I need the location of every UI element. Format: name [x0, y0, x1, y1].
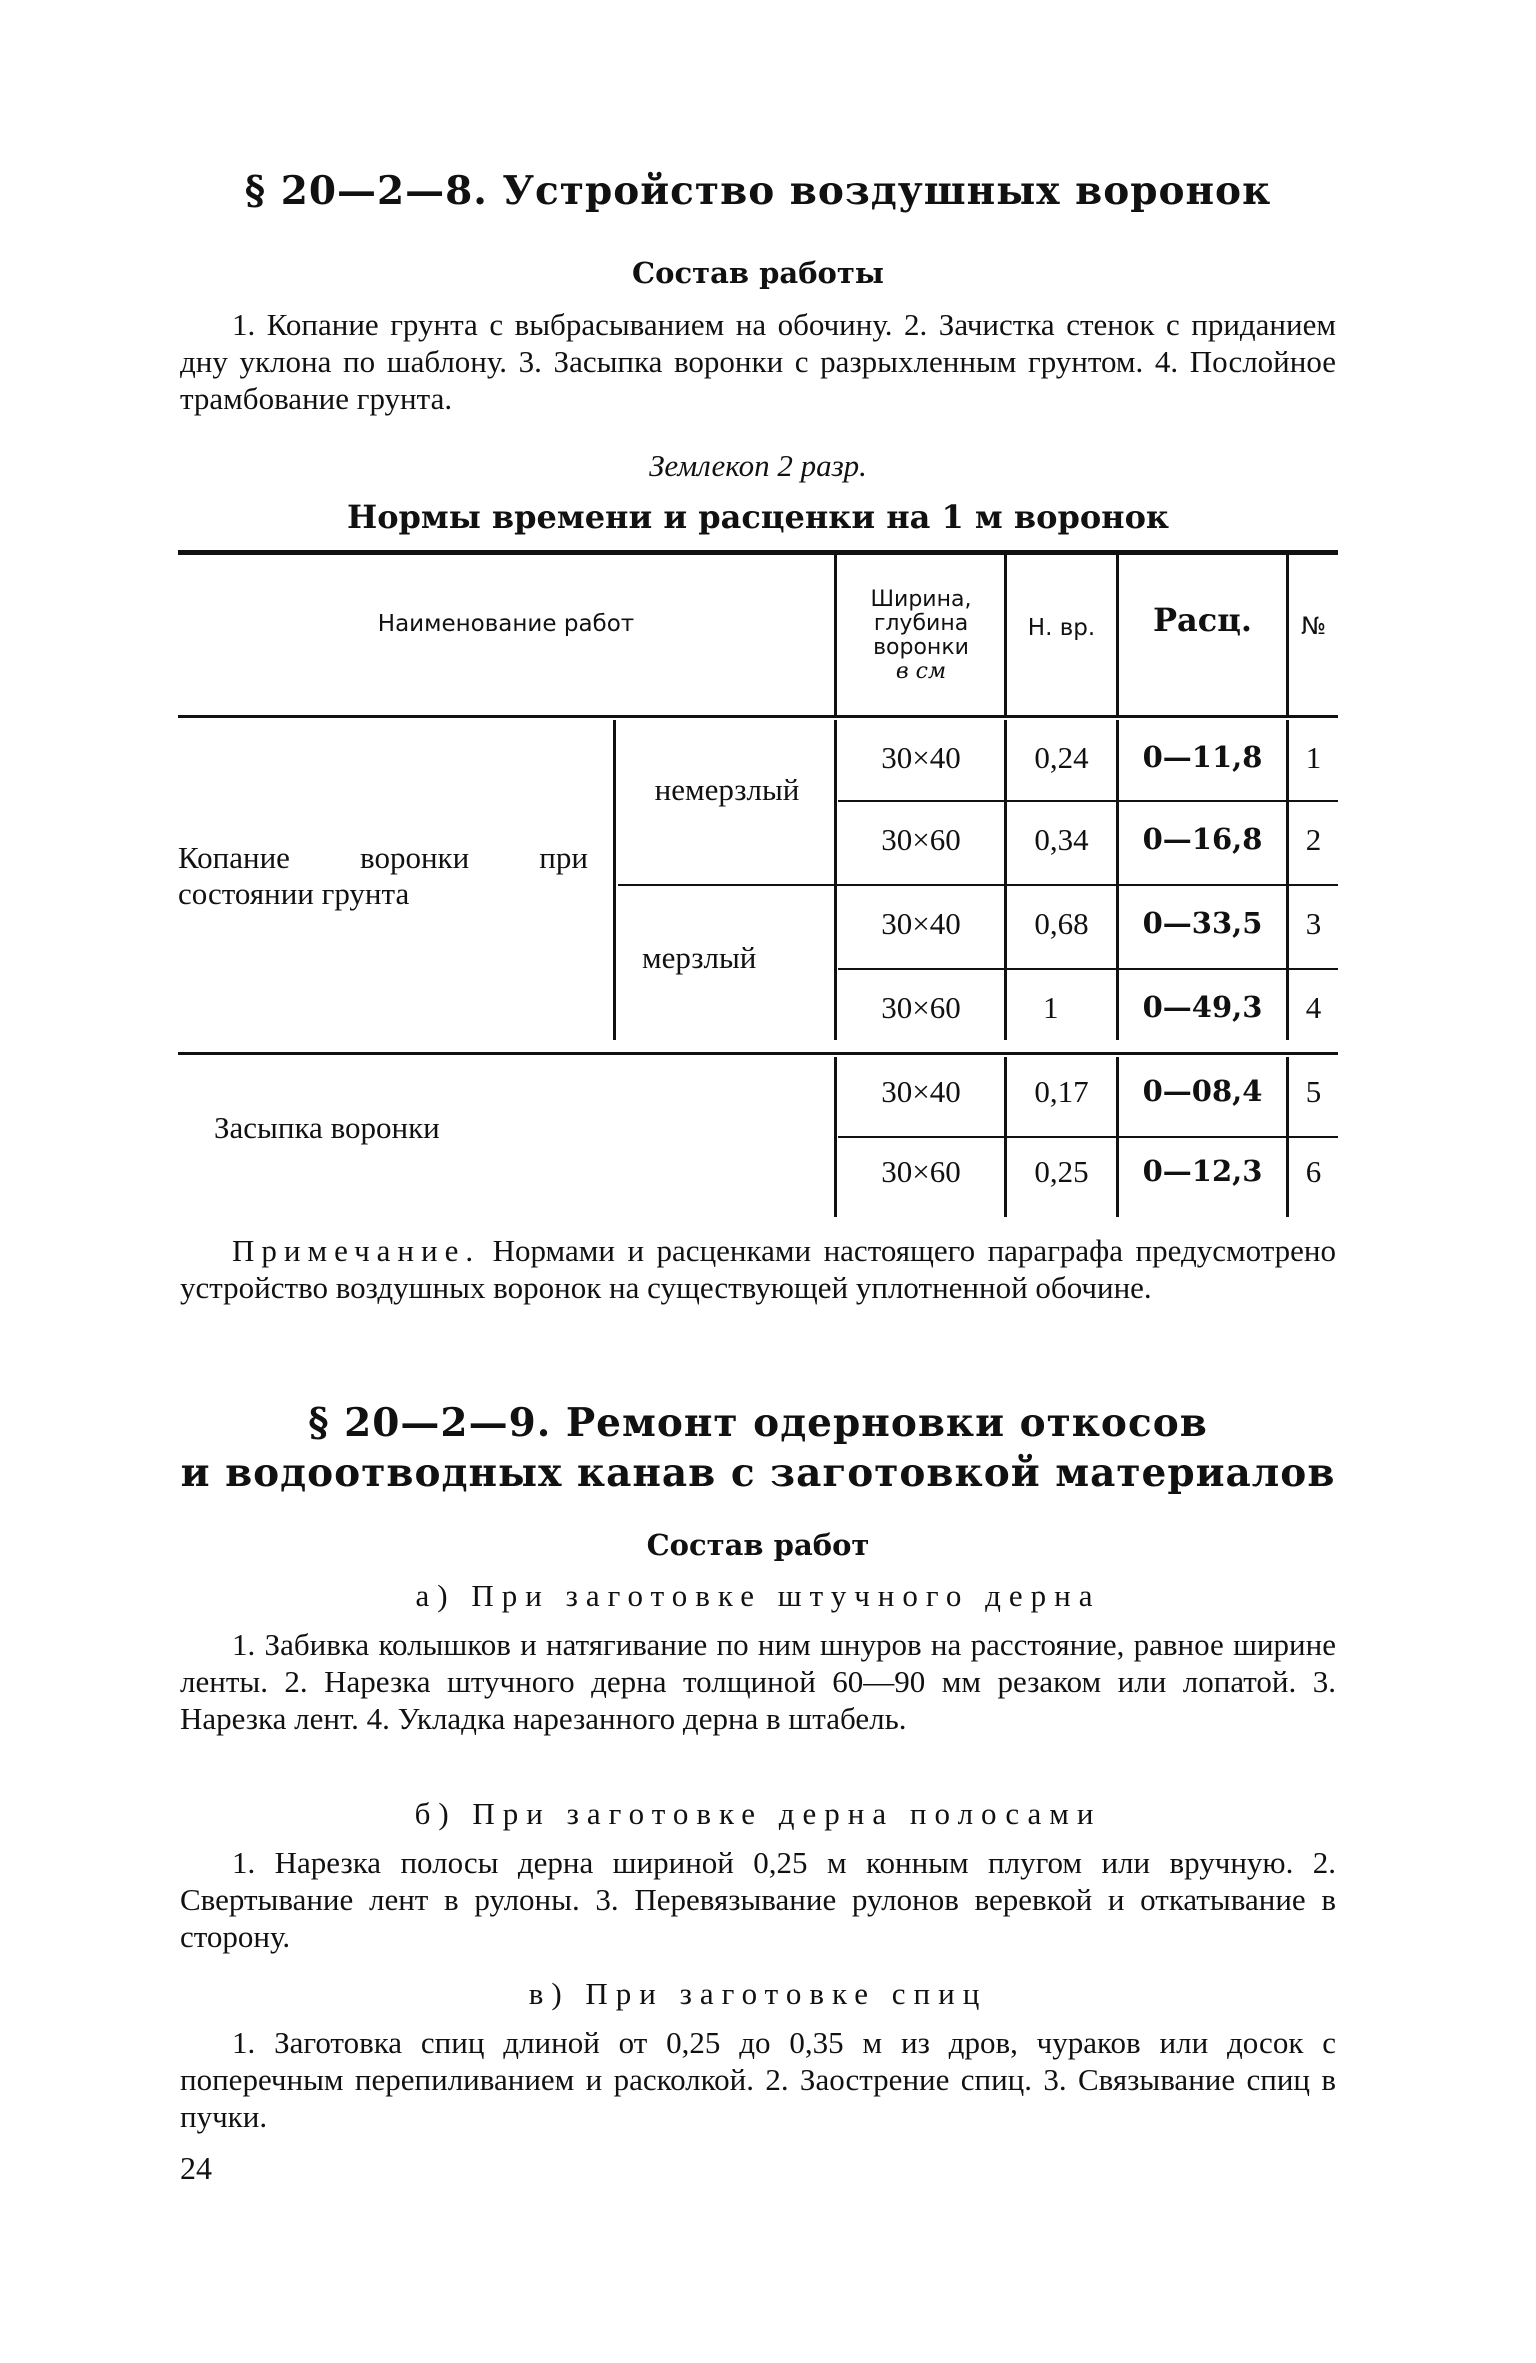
section2-title-line1: § 20—2—9. Ремонт одерновки откосов — [308, 1400, 1208, 1446]
subheading-c: в) При заготовке спиц — [528, 1976, 988, 2011]
composition-heading: Состав работы — [632, 256, 884, 290]
row2-num: 2 — [1305, 822, 1322, 857]
row5-num: 5 — [1305, 1074, 1322, 1109]
subgroup-divider — [618, 884, 1338, 886]
text-a: 1. Забивка колышков и натягивание по ним шнуров на расстояние, равное ширине ленты. 2. Нарезка штучного дерна толщиной 60—90 мм резаком или лопатой. 3. Нарезка лент. 4. Укладка нарезанного дерна в штабель. — [180, 1627, 1336, 1736]
row1-norm: 0,24 — [1034, 740, 1089, 775]
subheading-b: б) При заготовке дерна полосами — [414, 1796, 1102, 1831]
table-title: Нормы времени и расценки на 1 м воронок — [346, 498, 1170, 536]
row-divider — [838, 968, 1338, 970]
row3-norm: 0,68 — [1034, 906, 1089, 941]
header-width: Ширина, глубина воронки в см — [870, 587, 972, 684]
group-label-digging: Копание воронки при состоянии грунта — [178, 840, 588, 911]
subgroup-frozen: мерзлый — [642, 940, 757, 975]
text-c: 1. Заготовка спиц длиной от 0,25 до 0,35 м из дров, чураков или досок с поперечным перепиливанием и расколкой. 2. Заострение спиц. 3. Связывание спиц в пучки. — [180, 2025, 1336, 2134]
worker-grade: Землекоп 2 разр. — [649, 448, 867, 483]
table-top-rule — [178, 550, 1338, 555]
row-divider — [838, 800, 1338, 802]
row3-num: 3 — [1305, 906, 1322, 941]
row3-size: 30×40 — [881, 906, 961, 941]
section-title: § 20—2—8. Устройство воздушных воронок — [244, 168, 1272, 214]
page-number: 24 — [180, 2150, 212, 2186]
header-name: Наименование работ — [377, 611, 635, 637]
row-divider — [838, 1136, 1338, 1138]
header-norm: Н. вр. — [1027, 615, 1096, 641]
row1-num: 1 — [1305, 740, 1322, 775]
row4-price: 0—49,3 — [1142, 990, 1263, 1024]
norms-table — [178, 550, 1338, 1220]
note — [180, 1232, 1336, 1306]
row2-price: 0—16,8 — [1142, 822, 1263, 856]
row2-norm: 0,34 — [1034, 822, 1089, 857]
row2-size: 30×60 — [881, 822, 961, 857]
composition-text: 1. Копание грунта с выбрасыванием на обочину. 2. Зачистка стенок с приданием дну уклона по шаблону. 3. Засыпка воронки с разрыхленным грунтом. 4. Послойное трамбование грунта. — [180, 307, 1336, 416]
text-b: 1. Нарезка полосы дерна шириной 0,25 м конным плугом или вручную. 2. Свертывание лент в рулоны. 3. Перевязывание рулонов веревкой и откатывание в сторону. — [180, 1845, 1336, 1954]
group-label-backfill: Засыпка воронки — [214, 1110, 440, 1145]
row6-num: 6 — [1305, 1154, 1322, 1189]
group-divider-rule — [178, 1052, 1338, 1055]
row1-price: 0—11,8 — [1142, 740, 1263, 774]
row4-size: 30×60 — [881, 990, 961, 1025]
row1-size: 30×40 — [881, 740, 961, 775]
section2-composition-heading: Состав работ — [646, 1528, 870, 1562]
row4-num: 4 — [1305, 990, 1322, 1025]
row5-price: 0—08,4 — [1142, 1074, 1263, 1108]
header-num: № — [1301, 612, 1326, 640]
section2-title-line2: и водоотводных канав с заготовкой материалов — [180, 1450, 1336, 1496]
row6-size: 30×60 — [881, 1154, 961, 1189]
header-bottom-rule — [178, 715, 1338, 718]
subgroup-unfrozen: немерзлый — [654, 772, 800, 807]
note-text: Нормами и расценками настоящего параграфа предусмотрено устройство воздушных воронок на существующей уплотненной обочине. — [180, 1233, 1336, 1305]
row6-norm: 0,25 — [1034, 1154, 1089, 1189]
row5-size: 30×40 — [881, 1074, 961, 1109]
subheading-a: а) При заготовке штучного дерна — [415, 1578, 1101, 1613]
note-label: Примечание. — [232, 1233, 481, 1268]
row4-norm: 1 — [1043, 990, 1059, 1025]
row6-price: 0—12,3 — [1142, 1154, 1263, 1188]
row3-price: 0—33,5 — [1142, 906, 1263, 940]
header-price: Расц. — [1152, 601, 1253, 639]
row5-norm: 0,17 — [1034, 1074, 1089, 1109]
